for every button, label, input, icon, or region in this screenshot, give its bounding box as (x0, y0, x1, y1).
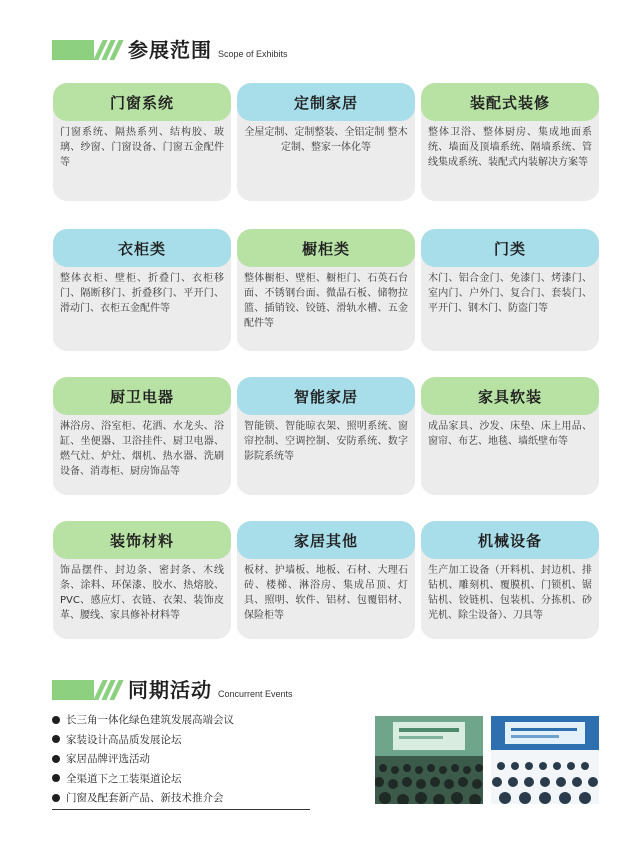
scope-card-body: 成品家具、沙发、床垫、床上用品、窗帘、布艺、地毯、墙纸壁布等 (428, 421, 592, 447)
scope-card-title: 衣柜类 (53, 229, 231, 267)
bullet-icon (52, 716, 60, 724)
bullet-icon (52, 735, 60, 743)
scope-title: 参展范围 (128, 38, 212, 62)
scope-card (421, 377, 599, 495)
scope-card (421, 229, 599, 351)
scope-card (237, 521, 415, 639)
bullet-icon (52, 794, 60, 802)
scope-card-title: 家具软装 (421, 377, 599, 415)
scope-card-body: 生产加工设备（开料机、封边机、排钻机、雕刻机、覆膜机、门锁机、锯钻机、铰链机、包装机、分拣机、砂光机、除尘设备）、刀具等 (428, 565, 592, 621)
scope-card (53, 521, 231, 639)
scope-card (237, 229, 415, 351)
events-subtitle: Concurrent Events (218, 689, 293, 699)
scope-card-title: 厨卫电器 (53, 377, 231, 415)
bullet-icon (52, 774, 60, 782)
event-item: 家装设计高品质发展论坛 (52, 730, 312, 750)
scope-subtitle: Scope of Exhibits (218, 49, 288, 59)
scope-card-body: 板材、护墙板、地板、石材、大理石砖、楼梯、淋浴房、集成吊顶、灯具、照明、软件、铝材、包覆铝材、保险柜等 (244, 565, 408, 621)
scope-section-header (52, 38, 288, 62)
scope-card-body: 全屋定制、定制整装、全铝定制 整木定制、整家一体化等 (244, 127, 408, 153)
scope-card-title: 智能家居 (237, 377, 415, 415)
scope-card (53, 377, 231, 495)
events-list (52, 710, 312, 808)
events-title: 同期活动 (128, 678, 212, 702)
scope-card (421, 83, 599, 201)
bullet-icon (52, 755, 60, 763)
event-item: 长三角一体化绿色建筑发展高端会议 (52, 710, 312, 730)
event-item: 门窗及配套新产品、新技术推介会 (52, 788, 312, 808)
scope-card-title: 定制家居 (237, 83, 415, 121)
event-item: 全渠道下之工装渠道论坛 (52, 769, 312, 789)
scope-card-body: 淋浴房、浴室柜、花洒、水龙头、浴缸、坐便器、卫浴挂件、厨卫电器、燃气灶、炉灶、烟机、热水器、洗刷设备、消毒柜、厨房饰品等 (60, 421, 224, 477)
scope-card-body: 木门、铝合金门、免漆门、烤漆门、室内门、户外门、复合门、套装门、平开门、钢木门、防盗门等 (428, 273, 592, 314)
scope-card-body: 饰品摆件、封边条、密封条、木线条、涂料、环保漆、胶水、热熔胶、PVC、感应灯、衣链、衣架、装饰皮革、腰线、家具修补材料等 (60, 565, 224, 621)
scope-card-title: 装饰材料 (53, 521, 231, 559)
scope-card-title: 装配式装修 (421, 83, 599, 121)
scope-card-body: 整体卫浴、整体厨房、集成地面系统、墙面及顶墙系统、隔墙系统、管线集成系统、装配式内装解决方案等 (428, 127, 592, 168)
scope-card-title: 门类 (421, 229, 599, 267)
scope-card (53, 229, 231, 351)
event-item: 家居品牌评选活动 (52, 749, 312, 769)
scope-card-body: 门窗系统、隔热系列、结构胶、玻璃、纱窗、门窗设备、门窗五金配件等 (60, 127, 224, 168)
scope-card-title: 门窗系统 (53, 83, 231, 121)
scope-card-title: 机械设备 (421, 521, 599, 559)
section-marker-icon (52, 680, 122, 700)
scope-card (53, 83, 231, 201)
scope-card-title: 家居其他 (237, 521, 415, 559)
section-marker-icon (52, 40, 122, 60)
divider (52, 809, 310, 810)
scope-card-body: 整体橱柜、壁柜、橱柜门、石英石台面、不锈钢台面、微晶石板、储物拉篮、插销铰、铰链、滑轨水槽、五金配件等 (244, 273, 408, 329)
scope-card-title: 橱柜类 (237, 229, 415, 267)
events-section-header (52, 678, 293, 702)
scope-card (237, 377, 415, 495)
scope-card (237, 83, 415, 201)
scope-card (421, 521, 599, 639)
scope-card-body: 整体衣柜、壁柜、折叠门、衣柜移门、隔断移门、折叠移门、平开门、滑动门、衣柜五金配件等 (60, 273, 224, 314)
scope-card-body: 智能锁、智能晾衣架、照明系统、窗帘控制、空调控制、安防系统、数字影院系统等 (244, 421, 408, 462)
conference-photo-1 (375, 716, 483, 804)
conference-photo-2 (491, 716, 599, 804)
